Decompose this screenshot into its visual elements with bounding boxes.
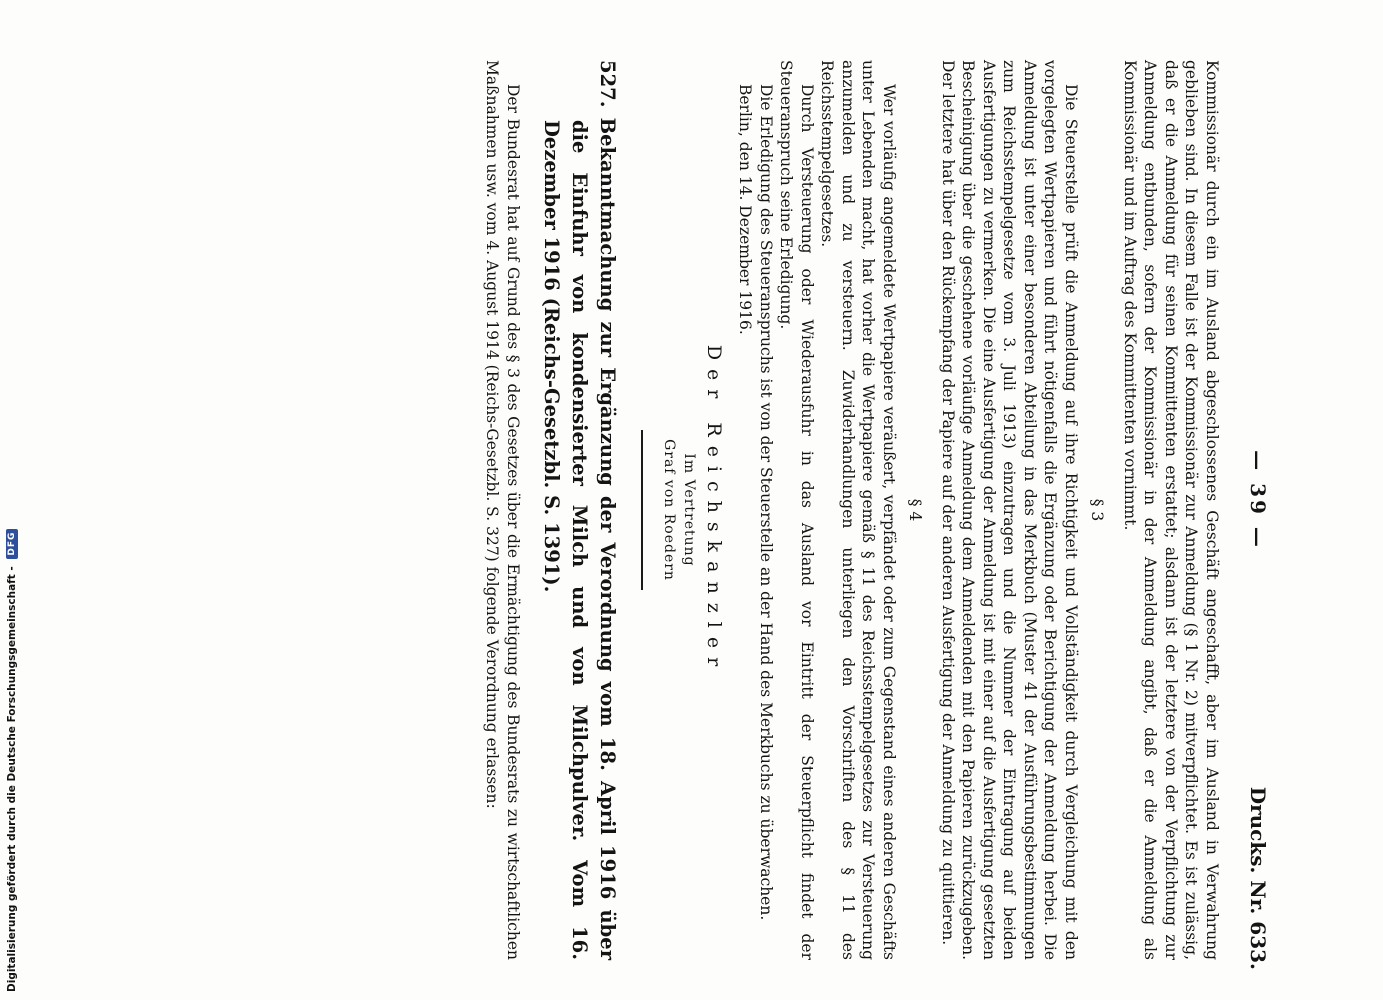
section-4-paragraph-2: Durch Versteuerung oder Wiederausfuhr in das Ausland vor Eintritt der Steuerpflicht findet der Steueranspruch seine Erledigung.	[777, 60, 816, 960]
section-divider	[641, 430, 643, 590]
section-4-paragraph-1: Wer vorläufig angemeldete Wertpapiere veräußert, verpfändet oder zum Gegenstand eines anderen Geschäfts unter Lebenden macht, hat vorher die Wertpapiere gemäß § 11 des Reichsstempelgesetzes zur Versteuerung anzumelden und zu versteuern. Zuwiderhandlungen unterliegen den Vorschriften des § 11 des Reichsstempelgesetzes.	[818, 60, 898, 960]
signature-line-2: Graf von Roedern	[661, 439, 677, 581]
printed-page	[150, 60, 1270, 980]
section-4-paragraph-3: Die Erledigung des Steueranspruchs ist von der Steuerstelle an der Hand des Merkbuchs zu überwachen.	[757, 84, 775, 921]
section-3-text: Die Steuerstelle prüft die Anmeldung auf ihre Richtigkeit und Vollständigkeit durch Vergleichung mit den vorgelegten Wertpapieren und führt nötigenfalls die Ergänzung oder Berichtigung der Anmeldung herbei. Die Anmeldung ist unter einer besonderen Abteilung in das Merkbuch (Muster 41 der Ausführungsbestimmungen zum Reichsstempelgesetze vom 3. Juli 1913) einzutragen und die Nummer der Eintragung auf beiden Ausfertigungen zu vermerken. Die eine Ausfertigung der Anmeldung ist mit einer auf die Ausfertigung gesetzten Bescheinigung über die geschehene vorläufige Anmeldung dem Anmeldenden mit den Papieren zurückzugeben. Der letztere hat über den Rückempfang der Papiere auf der anderen Ausfertigung der Anmeldung zu quittieren.	[939, 60, 1080, 960]
document-reference: Drucks. Nr. 633.	[1246, 786, 1270, 970]
digitization-note	[6, 529, 18, 992]
signature-line-1: Im Vertretung	[681, 453, 697, 567]
page-body	[482, 60, 1222, 960]
paragraph-continued: Kommissionär durch ein im Ausland abgeschlossenes Geschäft angeschafft, aber im Ausland in Verwahrung geblieben sind. In diesem Falle ist der Kommissionär zur Anmeldung (§ 1 Nr. 2) mitverpflichtet. Es ist zulässig, daß er die Anmeldung für seinen Kommittenten erstattet; alsdann ist der letztere von der Verpflichtung zur Anmeldung entbunden, sofern der Kommissionär in der Anmeldung angibt, daß er die Anmeldung als Kommissionär und im Auftrag des Kommittenten vornimmt.	[1121, 60, 1221, 960]
decree-heading: 527. Bekanntmachung zur Ergänzung der Verordnung vom 18. April 1916 über die Einfuhr von kondensierter Milch und von Milchpulver. Vom 16. Dezember 1916 (Reichs-Gesetzbl. S. 1391).	[540, 60, 619, 960]
section-3-heading: § 3	[1088, 498, 1107, 522]
section-4-heading: § 4	[906, 498, 925, 522]
dfg-logo-icon: DFG	[6, 529, 18, 559]
digitization-text: Digitalisierung gefördert durch die Deutsche Forschungsgemeinschaft -	[6, 566, 18, 992]
signature-title: Der Reichskanzler	[703, 344, 725, 676]
closing-paragraph: Der Bundesrat hat auf Grund des § 3 des Gesetzes über die Ermächtigung des Bundesrats zu wirtschaftlichen Maßnahmen usw. vom 4. August 1914 (Reichs-Gesetzbl. S. 327) folgende Verordnung erlassen:	[483, 60, 522, 960]
page-number: — 39 —	[1246, 450, 1270, 550]
signature-block	[659, 60, 729, 960]
page-header	[1230, 60, 1270, 980]
date-line: Berlin, den 14. Dezember 1916.	[736, 84, 755, 335]
